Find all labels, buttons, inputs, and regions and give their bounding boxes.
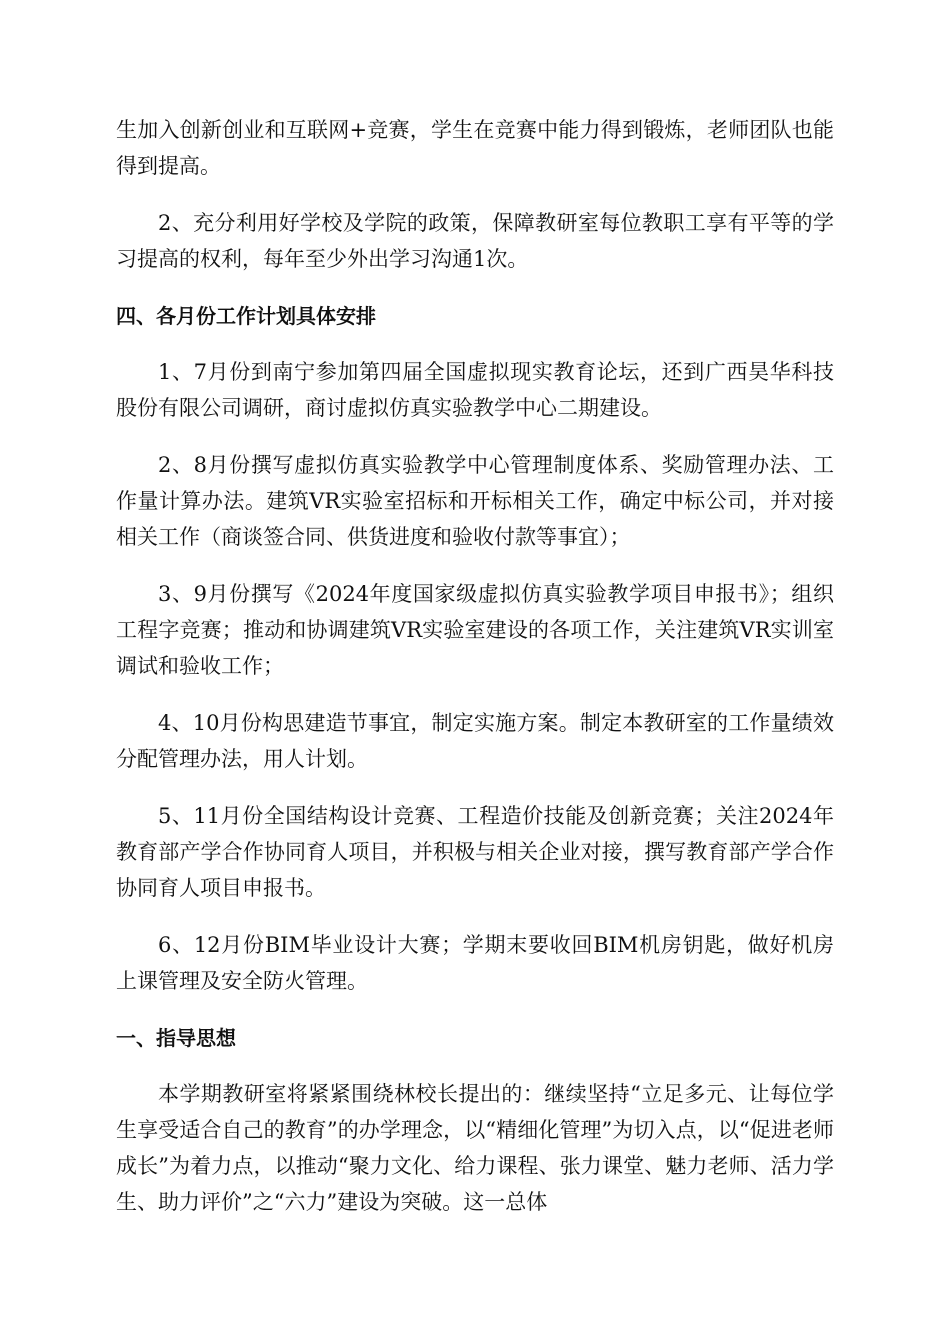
paragraph-guiding-ideology: 本学期教研室将紧紧围绕林校长提出的：继续坚持“立足多元、让每位学生享受适合自己的教育”的办学理念，以“精细化管理”为切入点，以“促进老师成长”为着力点，以推动“聚力文化、给力课程、张力课堂、魅力老师、活力学生、助力评价”之“六力”建设为突破。这一总体 [116,1082,834,1214]
paragraph-october-plan: 4、10月份构思建造节事宜，制定实施方案。制定本教研室的工作量绩效分配管理办法，用人计划。 [116,711,834,771]
paragraph-competition-continuation: 生加入创新创业和互联网+竞赛，学生在竞赛中能力得到锻炼，老师团队也能得到提高。 [116,118,834,178]
paragraph-july-plan: 1、7月份到南宁参加第四届全国虚拟现实教育论坛，还到广西昊华科技股份有限公司调研，商讨虚拟仿真实验教学中心二期建设。 [116,360,834,420]
paragraph-november-plan: 5、11月份全国结构设计竞赛、工程造价技能及创新竞赛；关注2024年教育部产学合作协同育人项目，并积极与相关企业对接，撰写教育部产学合作协同育人项目申报书。 [116,804,834,900]
document-page [116,112,834,1241]
paragraph-december-plan: 6、12月份BIM毕业设计大赛；学期末要收回BIM机房钥匙，做好机房上课管理及安全防火管理。 [116,933,834,993]
heading-monthly-plan: 四、各月份工作计划具体安排 [116,304,376,328]
paragraph-august-plan: 2、8月份撰写虚拟仿真实验教学中心管理制度体系、奖励管理办法、工作量计算办法。建筑VR实验室招标和开标相关工作，确定中标公司，并对接相关工作（商谈签合同、供货进度和验收付款等事宜）； [116,453,834,549]
paragraph-september-plan: 3、9月份撰写《2024年度国家级虚拟仿真实验教学项目申报书》；组织工程字竞赛；推动和协调建筑VR实验室建设的各项工作，关注建筑VR实训室调试和验收工作； [116,582,834,678]
heading-guiding-ideology: 一、指导思想 [116,1026,236,1050]
paragraph-learning-policy: 2、充分利用好学校及学院的政策，保障教研室每位教职工享有平等的学习提高的权利，每年至少外出学习沟通1次。 [116,211,834,271]
